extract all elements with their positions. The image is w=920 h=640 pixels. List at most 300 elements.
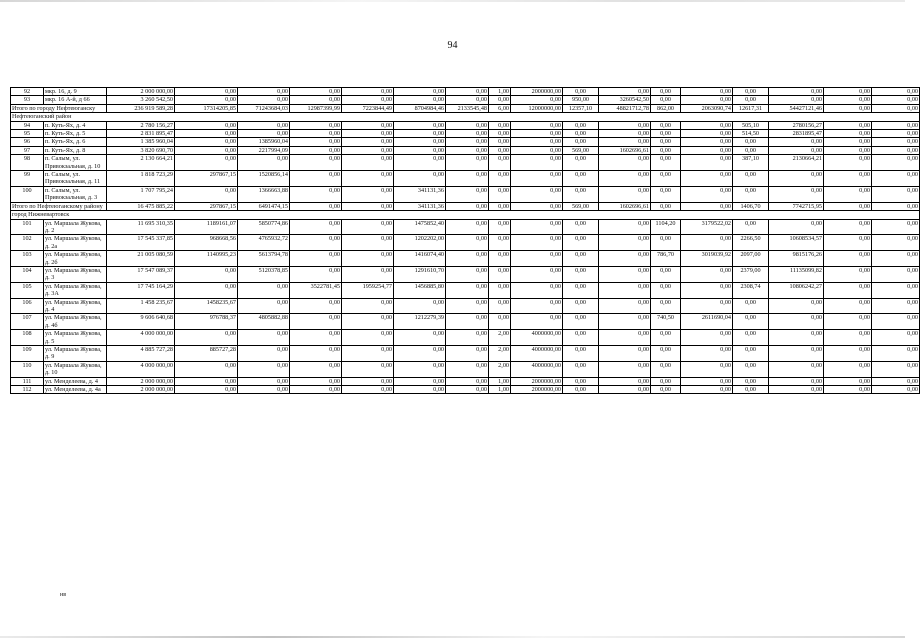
table-row	[11, 219, 920, 235]
value-cell: 0,00	[872, 138, 920, 146]
value-cell: 21 005 080,59	[107, 251, 175, 267]
value-cell: 12357,10	[563, 104, 599, 112]
address-cell: п. Салым, ул. Привокзальная, д. 11	[44, 171, 107, 187]
value-cell: 0,00	[681, 346, 733, 362]
value-cell: 0,00	[872, 361, 920, 377]
value-cell: 5613794,78	[238, 251, 290, 267]
value-cell: 0,00	[446, 282, 489, 298]
value-cell: 1212279,39	[394, 314, 446, 330]
value-cell: 0,00	[563, 138, 599, 146]
value-cell: 0,00	[175, 155, 238, 171]
value-cell: 236 919 589,28	[107, 104, 175, 112]
value-cell: 0,00	[733, 298, 769, 314]
row-number: 110	[11, 361, 44, 377]
value-cell: 0,00	[824, 155, 872, 171]
value-cell: 0,00	[290, 138, 342, 146]
district-label: город Нижневартовск	[11, 211, 920, 219]
value-cell: 7742715,95	[769, 202, 824, 210]
value-cell: 2266,50	[733, 235, 769, 251]
value-cell: 0,00	[681, 130, 733, 138]
value-cell: 0,00	[175, 130, 238, 138]
value-cell: 0,00	[769, 219, 824, 235]
value-cell: 0,00	[733, 146, 769, 154]
value-cell: 4 885 727,28	[107, 346, 175, 362]
value-cell: 0,00	[342, 314, 394, 330]
value-cell: 0,00	[563, 361, 599, 377]
value-cell: 0,00	[342, 121, 394, 129]
value-cell: 0,00	[872, 202, 920, 210]
value-cell: 4000000,00	[511, 330, 563, 346]
value-cell: 0,00	[599, 186, 651, 202]
value-cell: 0,00	[651, 361, 681, 377]
value-cell: 387,10	[733, 155, 769, 171]
address-cell: ул. Менделеева, д. 4а	[44, 386, 107, 394]
value-cell: 54427121,46	[769, 104, 824, 112]
value-cell: 9815176,26	[769, 251, 824, 267]
value-cell: 17 545 337,85	[107, 235, 175, 251]
value-cell: 1 707 795,24	[107, 186, 175, 202]
page-number: 94	[447, 40, 458, 51]
value-cell: 0,00	[175, 96, 238, 104]
value-cell: 0,00	[342, 155, 394, 171]
value-cell: 0,00	[681, 235, 733, 251]
value-cell: 0,00	[290, 96, 342, 104]
value-cell: 1140995,23	[175, 251, 238, 267]
district-header-row	[11, 113, 920, 121]
table-row	[11, 314, 920, 330]
value-cell: 0,00	[872, 282, 920, 298]
value-cell: 514,50	[733, 130, 769, 138]
value-cell: 0,00	[733, 138, 769, 146]
value-cell: 341131,36	[394, 186, 446, 202]
value-cell: 2097,00	[733, 251, 769, 267]
value-cell: 3260542,50	[599, 96, 651, 104]
value-cell: 0,00	[394, 146, 446, 154]
row-number: 95	[11, 130, 44, 138]
scan-edge-top	[0, 0, 905, 2]
value-cell: 0,00	[872, 104, 920, 112]
value-cell: 0,00	[651, 346, 681, 362]
value-cell: 0,00	[563, 330, 599, 346]
value-cell: 0,00	[489, 202, 511, 210]
value-cell: 885727,28	[175, 346, 238, 362]
value-cell: 0,00	[342, 146, 394, 154]
value-cell: 2000000,00	[511, 88, 563, 96]
value-cell: 0,00	[651, 121, 681, 129]
address-cell: п. Салым, ул. Привокзальная, д. 10	[44, 155, 107, 171]
row-number: 93	[11, 96, 44, 104]
table-row	[11, 361, 920, 377]
value-cell: 740,50	[651, 314, 681, 330]
value-cell: 0,00	[290, 88, 342, 96]
value-cell: 0,00	[290, 155, 342, 171]
value-cell: 0,00	[824, 186, 872, 202]
row-number: 112	[11, 386, 44, 394]
value-cell: 0,00	[769, 171, 824, 187]
value-cell: 0,00	[511, 146, 563, 154]
value-cell: 0,00	[290, 130, 342, 138]
value-cell: 0,00	[563, 121, 599, 129]
value-cell: 0,00	[446, 138, 489, 146]
value-cell: 968668,56	[175, 235, 238, 251]
value-cell: 71243684,03	[238, 104, 290, 112]
value-cell: 569,00	[563, 202, 599, 210]
value-cell: 0,00	[769, 146, 824, 154]
value-cell: 0,00	[681, 96, 733, 104]
value-cell: 0,00	[563, 377, 599, 385]
value-cell: 0,00	[489, 130, 511, 138]
value-cell: 0,00	[733, 346, 769, 362]
value-cell: 6,00	[489, 104, 511, 112]
address-cell: ул. Маршала Жукова, д. 2	[44, 219, 107, 235]
value-cell: 0,00	[446, 386, 489, 394]
row-number: 101	[11, 219, 44, 235]
value-cell: 0,00	[175, 146, 238, 154]
value-cell: 0,00	[238, 88, 290, 96]
value-cell: 0,00	[824, 282, 872, 298]
value-cell: 1291610,70	[394, 266, 446, 282]
address-cell: ул. Маршала Жукова, д. 5	[44, 330, 107, 346]
value-cell: 0,00	[681, 282, 733, 298]
address-cell: ул. Маршала Жукова, д. 4б	[44, 314, 107, 330]
value-cell: 0,00	[733, 219, 769, 235]
value-cell: 0,00	[446, 251, 489, 267]
table-row	[11, 282, 920, 298]
value-cell: 2 000 000,00	[107, 88, 175, 96]
value-cell: 0,00	[599, 361, 651, 377]
value-cell: 0,00	[446, 155, 489, 171]
value-cell: 0,00	[872, 266, 920, 282]
value-cell: 0,00	[342, 377, 394, 385]
value-cell: 4 000 000,00	[107, 330, 175, 346]
value-cell: 0,00	[394, 130, 446, 138]
value-cell: 0,00	[681, 361, 733, 377]
value-cell: 0,00	[511, 155, 563, 171]
value-cell: 0,00	[563, 171, 599, 187]
value-cell: 0,00	[446, 130, 489, 138]
value-cell: 0,00	[872, 130, 920, 138]
value-cell: 0,00	[563, 266, 599, 282]
value-cell: 1602696,61	[599, 146, 651, 154]
value-cell: 0,00	[446, 202, 489, 210]
total-row	[11, 104, 920, 112]
value-cell: 0,00	[342, 386, 394, 394]
value-cell: 2308,74	[733, 282, 769, 298]
value-cell: 2 000 000,00	[107, 386, 175, 394]
value-cell: 2217994,09	[238, 146, 290, 154]
value-cell: 0,00	[489, 235, 511, 251]
value-cell: 0,00	[446, 235, 489, 251]
address-cell: мкр. 16, д. 9	[44, 88, 107, 96]
value-cell: 0,00	[290, 266, 342, 282]
value-cell: 0,00	[238, 282, 290, 298]
value-cell: 0,00	[511, 251, 563, 267]
value-cell: 0,00	[651, 202, 681, 210]
value-cell: 0,00	[872, 298, 920, 314]
value-cell: 4000000,00	[511, 361, 563, 377]
value-cell: 0,00	[769, 361, 824, 377]
value-cell: 1475852,40	[394, 219, 446, 235]
table-row	[11, 266, 920, 282]
value-cell: 0,00	[681, 386, 733, 394]
value-cell: 2 130 664,21	[107, 155, 175, 171]
value-cell: 0,00	[511, 96, 563, 104]
value-cell: 0,00	[175, 186, 238, 202]
value-cell: 0,00	[872, 186, 920, 202]
value-cell: 2000000,00	[511, 386, 563, 394]
value-cell: 0,00	[342, 266, 394, 282]
value-cell: 0,00	[394, 121, 446, 129]
value-cell: 0,00	[681, 171, 733, 187]
row-number: 105	[11, 282, 44, 298]
row-number: 103	[11, 251, 44, 267]
value-cell: 0,00	[175, 386, 238, 394]
value-cell: 862,00	[651, 104, 681, 112]
value-cell: 0,00	[824, 138, 872, 146]
value-cell: 0,00	[651, 138, 681, 146]
value-cell: 1959254,77	[342, 282, 394, 298]
value-cell: 0,00	[563, 298, 599, 314]
value-cell: 1602696,61	[599, 202, 651, 210]
value-cell: 0,00	[824, 298, 872, 314]
value-cell: 3 820 690,70	[107, 146, 175, 154]
value-cell: 0,00	[651, 96, 681, 104]
row-number: 108	[11, 330, 44, 346]
value-cell: 0,00	[446, 146, 489, 154]
value-cell: 0,00	[290, 251, 342, 267]
value-cell: 0,00	[290, 346, 342, 362]
value-cell: 0,00	[563, 155, 599, 171]
value-cell: 0,00	[872, 88, 920, 96]
value-cell: 0,00	[290, 386, 342, 394]
total-label: Итого по Нефтеюганскому району	[11, 202, 107, 210]
value-cell: 0,00	[599, 298, 651, 314]
value-cell: 0,00	[342, 130, 394, 138]
value-cell: 0,00	[446, 377, 489, 385]
value-cell: 0,00	[175, 377, 238, 385]
value-cell: 0,00	[599, 235, 651, 251]
value-cell: 0,00	[599, 138, 651, 146]
value-cell: 0,00	[872, 121, 920, 129]
value-cell: 0,00	[651, 130, 681, 138]
value-cell: 0,00	[238, 330, 290, 346]
value-cell: 1189161,07	[175, 219, 238, 235]
value-cell: 1104,20	[651, 219, 681, 235]
value-cell: 0,00	[511, 282, 563, 298]
table-row	[11, 121, 920, 129]
value-cell: 0,00	[824, 121, 872, 129]
value-cell: 0,00	[489, 266, 511, 282]
table-row	[11, 186, 920, 202]
value-cell: 0,00	[733, 186, 769, 202]
value-cell: 0,00	[733, 377, 769, 385]
value-cell: 1520856,14	[238, 171, 290, 187]
value-cell: 0,00	[651, 171, 681, 187]
value-cell: 0,00	[599, 171, 651, 187]
value-cell: 2 000 000,00	[107, 377, 175, 385]
address-cell: п. Салым, ул. Привокзальная, д. 3	[44, 186, 107, 202]
value-cell: 0,00	[824, 96, 872, 104]
value-cell: 0,00	[824, 146, 872, 154]
value-cell: 0,00	[681, 330, 733, 346]
value-cell: 0,00	[175, 138, 238, 146]
value-cell: 0,00	[681, 138, 733, 146]
row-number: 107	[11, 314, 44, 330]
value-cell: 0,00	[651, 330, 681, 346]
value-cell: 0,00	[238, 130, 290, 138]
value-cell: 3 260 542,50	[107, 96, 175, 104]
value-cell: 0,00	[290, 314, 342, 330]
value-cell: 7223844,49	[342, 104, 394, 112]
address-cell: ул. Маршала Жукова, д. 4	[44, 298, 107, 314]
value-cell: 0,00	[342, 88, 394, 96]
value-cell: 2,00	[489, 330, 511, 346]
row-number: 99	[11, 171, 44, 187]
value-cell: 2 780 156,27	[107, 121, 175, 129]
row-number: 97	[11, 146, 44, 154]
table-row	[11, 96, 920, 104]
total-label: Итого по городу Нефтеюганску	[11, 104, 107, 112]
value-cell: 0,00	[872, 146, 920, 154]
value-cell: 0,00	[599, 386, 651, 394]
value-cell: 0,00	[769, 346, 824, 362]
value-cell: 10806242,27	[769, 282, 824, 298]
address-cell: ул. Маршала Жукова, д. 9	[44, 346, 107, 362]
value-cell: 0,00	[489, 96, 511, 104]
report-body	[11, 88, 920, 394]
value-cell: 9 606 640,68	[107, 314, 175, 330]
row-number: 111	[11, 377, 44, 385]
value-cell: 0,00	[238, 346, 290, 362]
value-cell: 0,00	[394, 330, 446, 346]
value-cell: 5850774,86	[238, 219, 290, 235]
value-cell: 297867,15	[175, 202, 238, 210]
value-cell: 0,00	[681, 266, 733, 282]
value-cell: 3522781,45	[290, 282, 342, 298]
value-cell: 0,00	[651, 386, 681, 394]
table-row	[11, 235, 920, 251]
table-row	[11, 251, 920, 267]
value-cell: 0,00	[489, 282, 511, 298]
value-cell: 0,00	[394, 346, 446, 362]
value-cell: 0,00	[342, 251, 394, 267]
value-cell: 0,00	[824, 377, 872, 385]
value-cell: 0,00	[824, 251, 872, 267]
value-cell: 0,00	[342, 186, 394, 202]
value-cell: 0,00	[446, 219, 489, 235]
value-cell: 0,00	[394, 361, 446, 377]
value-cell: 17314205,85	[175, 104, 238, 112]
value-cell: 0,00	[681, 202, 733, 210]
table-row	[11, 138, 920, 146]
value-cell: 0,00	[489, 121, 511, 129]
value-cell: 0,00	[599, 377, 651, 385]
value-cell: 0,00	[446, 361, 489, 377]
value-cell: 1385960,04	[238, 138, 290, 146]
value-cell: 1416074,40	[394, 251, 446, 267]
address-cell: ул. Маршала Жукова, д. 2а	[44, 235, 107, 251]
value-cell: 0,00	[342, 235, 394, 251]
value-cell: 1,00	[489, 377, 511, 385]
table-row	[11, 298, 920, 314]
total-row	[11, 202, 920, 210]
value-cell: 0,00	[651, 235, 681, 251]
value-cell: 0,00	[175, 266, 238, 282]
value-cell: 0,00	[599, 219, 651, 235]
value-cell: 2831895,47	[769, 130, 824, 138]
value-cell: 0,00	[446, 314, 489, 330]
value-cell: 0,00	[290, 361, 342, 377]
value-cell: 6491474,15	[238, 202, 290, 210]
value-cell: 1 385 960,04	[107, 138, 175, 146]
value-cell: 0,00	[489, 219, 511, 235]
value-cell: 0,00	[651, 146, 681, 154]
value-cell: 0,00	[489, 171, 511, 187]
value-cell: 0,00	[238, 298, 290, 314]
value-cell: 0,00	[769, 298, 824, 314]
value-cell: 2611690,04	[681, 314, 733, 330]
value-cell: 4765932,72	[238, 235, 290, 251]
address-cell: ул. Маршала Жукова, д. 2б	[44, 251, 107, 267]
value-cell: 0,00	[175, 282, 238, 298]
value-cell: 0,00	[563, 346, 599, 362]
value-cell: 2,00	[489, 361, 511, 377]
value-cell: 0,00	[563, 251, 599, 267]
value-cell: 0,00	[769, 186, 824, 202]
value-cell: 0,00	[238, 361, 290, 377]
value-cell: 4805882,88	[238, 314, 290, 330]
value-cell: 0,00	[599, 266, 651, 282]
value-cell: 0,00	[446, 96, 489, 104]
value-cell: 0,00	[733, 361, 769, 377]
address-cell: п. Куть-Ях, д. 5	[44, 130, 107, 138]
value-cell: 341131,36	[394, 202, 446, 210]
value-cell: 0,00	[175, 361, 238, 377]
table-row	[11, 330, 920, 346]
address-cell: мкр. 16 А-й, д 66	[44, 96, 107, 104]
value-cell: 0,00	[599, 88, 651, 96]
value-cell: 0,00	[511, 202, 563, 210]
value-cell: 0,00	[342, 330, 394, 346]
value-cell: 0,00	[290, 330, 342, 346]
value-cell: 12617,31	[733, 104, 769, 112]
value-cell: 0,00	[599, 330, 651, 346]
value-cell: 0,00	[824, 202, 872, 210]
value-cell: 0,00	[681, 186, 733, 202]
value-cell: 1,00	[489, 386, 511, 394]
value-cell: 0,00	[342, 219, 394, 235]
value-cell: 0,00	[563, 314, 599, 330]
value-cell: 0,00	[511, 235, 563, 251]
table-row	[11, 386, 920, 394]
value-cell: 0,00	[563, 235, 599, 251]
value-cell: 17 547 089,37	[107, 266, 175, 282]
value-cell: 0,00	[681, 155, 733, 171]
value-cell: 0,00	[394, 298, 446, 314]
value-cell: 0,00	[342, 361, 394, 377]
value-cell: 1202202,00	[394, 235, 446, 251]
value-cell: 1,00	[489, 88, 511, 96]
district-header-row	[11, 211, 920, 219]
value-cell: 0,00	[489, 298, 511, 314]
value-cell: 0,00	[175, 330, 238, 346]
value-cell: 17 745 164,29	[107, 282, 175, 298]
value-cell: 0,00	[290, 235, 342, 251]
row-number: 100	[11, 186, 44, 202]
scan-edge-bottom	[0, 636, 905, 638]
value-cell: 0,00	[599, 346, 651, 362]
value-cell: 0,00	[290, 121, 342, 129]
